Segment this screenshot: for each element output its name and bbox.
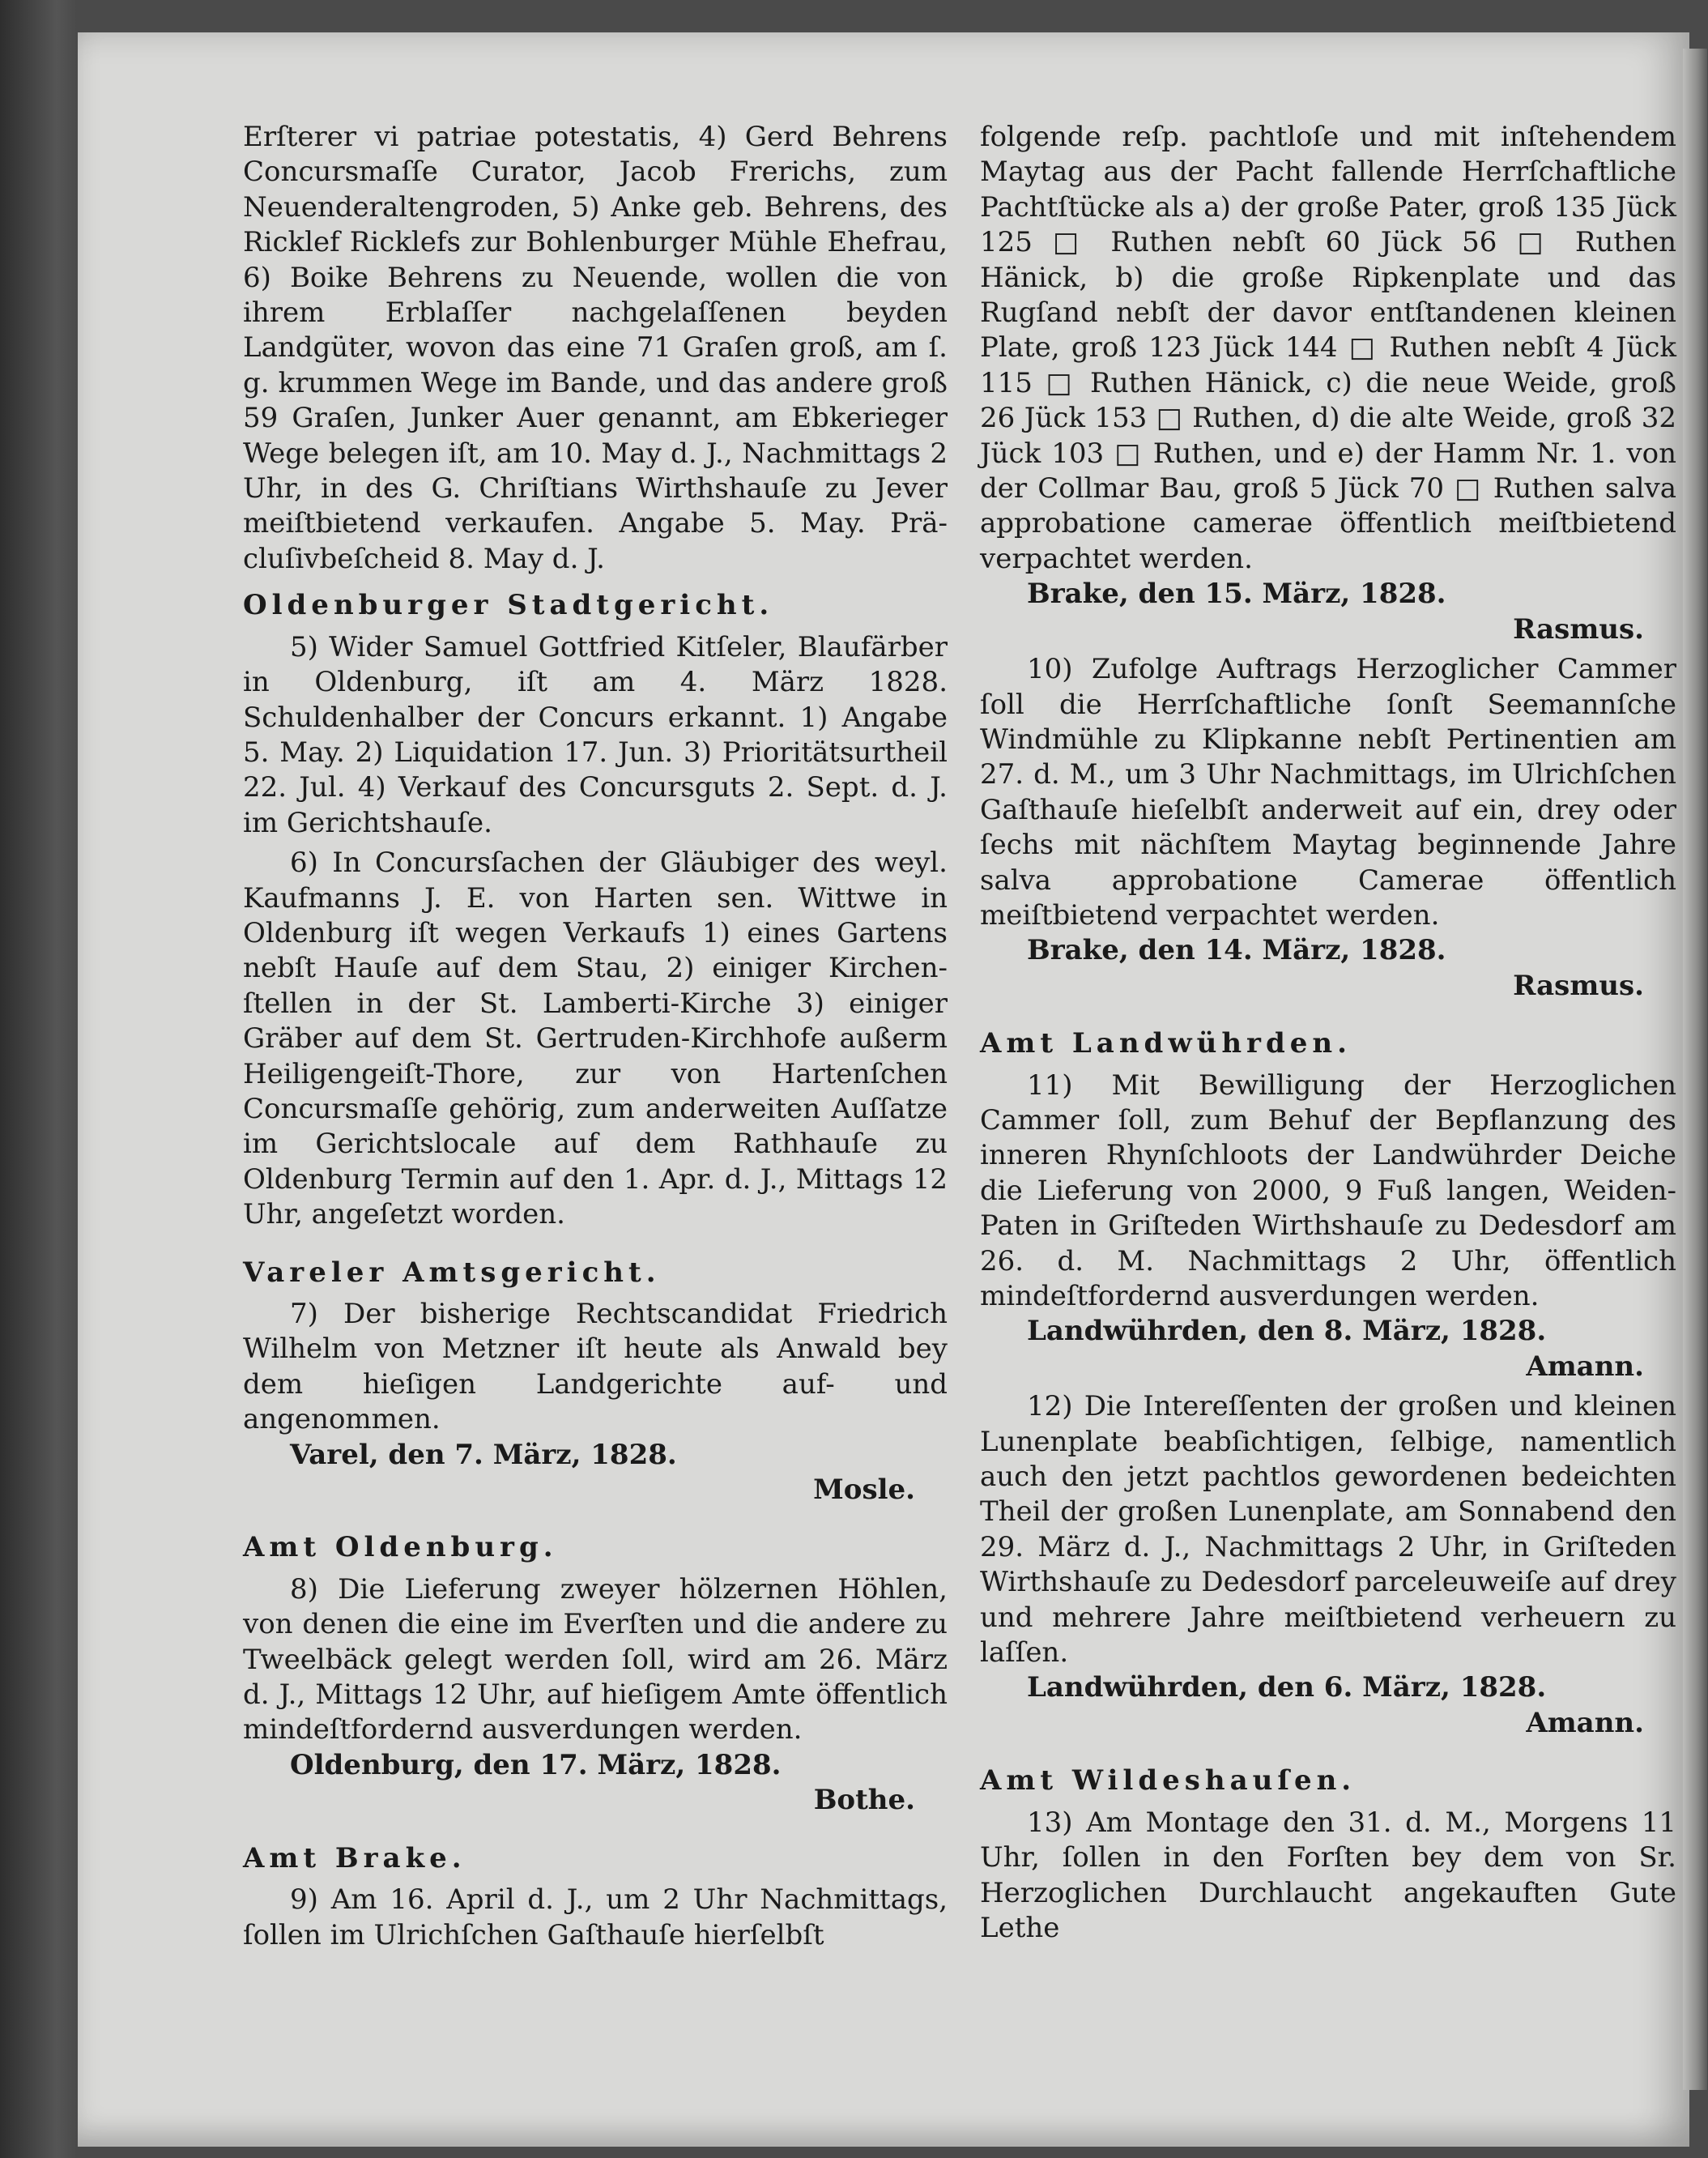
notice-6: 6) In Concursſachen der Gläubiger des weyl. Kaufmanns J. E. von Harten sen. Wittwe in Oldenburg iſt wegen Verkaufs 1) eines Gartens nebſt Hauſe auf dem Stau, 2) einiger Kirchenſtellen in der St. Lamberti-Kirche 3) einiger Gräber auf dem St. Gertruden-Kirchhofe außerm Heiligengeiſt-Thore, zur von Hartenſchen Concursmaſſe gehörig, zum anderweiten Auſſatze im Gerichtslocale auf dem Rathhauſe zu Oldenburg Termin auf den 1. Apr. d. J., Mittags 12 Uhr, angeſetzt worden. — [243, 847, 948, 1231]
section-heading-vareler-amtsgericht: Vareler Amtsgericht. — [243, 1256, 661, 1289]
signature: Amann. — [1526, 1350, 1644, 1383]
section-heading-amt-wildeshausen: Amt Wildeshauſen. — [980, 1764, 1357, 1798]
signature: Bothe. — [813, 1784, 915, 1817]
notice-10: 10) Zufolge Auftrags Herzoglicher Cammer ſoll die Herrſchaftliche ſonſt Seemannſche Windmühle zu Klipkanne nebſt Pertinentien am 27. d. M., um 3 Uhr Nachmittags, im Ulrichſchen Gaſthauſe hieſelbſt anderweit auf ein, drey oder ſechs mit nächſtem Maytag beginnende Jahre salva approbatione Camerae öffentlich meiſtbietend verpachtet werden. — [980, 653, 1676, 932]
notice-8: 8) Die Lieferung zweyer hölzernen Höhlen, von denen die eine im Everſten und die andere zu Tweelbäck gelegt werden ſoll, wird am 26. März d. J., Mittags 12 Uhr, auf hieſigem Amte öffentlich mindeſtfordernd ausverdungen werden. — [243, 1572, 948, 1746]
notice-7: 7) Der bisherige Rechtscandidat Friedrich Wilhelm von Metzner iſt heute als Anwald bey dem hieſigen Landgerichte auf- und angenommen. — [243, 1298, 948, 1436]
dateline: Landwührden, den 6. März, 1828. — [1027, 1671, 1547, 1704]
notice-11: 11) Mit Bewilligung der Herzoglichen Cammer ſoll, zum Behuf der Bepflanzung des inneren Rhynſchloots der Landwührder Deiche die Lieferung von 2000, 9 Fuß langen, Weiden-Paten in Griſteden Wirthshauſe zu Dedesdorf am 26. d. M. Nachmittags 2 Uhr, öffentlich mindeſtfordernd ausverdungen werden. — [980, 1068, 1676, 1312]
section-heading-amt-landwuehrden: Amt Landwührden. — [980, 1027, 1352, 1060]
notice-12: 12) Die Intereſſenten der großen und kleinen Lunenplate beabſichtigen, ſelbige, namentlich auch den jetzt pachtlos gewordenen bedeichten Theil der großen Lunenplate, am Sonnabend den 29. März d. J., Nachmittags 2 Uhr, in Griſteden Wirthshauſe zu Dedesdorf parceleuweiſe auf drey und mehrere Jahre meiſtbietend verheuern zu laſſen. — [980, 1390, 1676, 1670]
section-heading-oldenburger-stadtgericht: Oldenburger Stadtgericht. — [243, 589, 774, 622]
signature: Rasmus. — [1513, 612, 1644, 646]
continued-notice: Erſterer vi patriae potestatis, 4) Gerd Behrens Concursmaſſe Curator, Jacob Frerichs, zum Neuenderaltengroden, 5) Anke geb. Behrens, des Ricklef Ricklefs zur Bohlenburger Mühle Ehefrau, 6) Boike Behrens zu Neuende, wollen die von ihrem Erblaſſer nachgelaſſenen beyden Landgüter, wovon das eine 71 Graſen groß, am ſ. g. krummen Wege im Bande, und das andere groß 59 Graſen, Junker Auer genannt, am Ebkerieger Wege belegen iſt, am 10. May d. J., Nachmittags 2 Uhr, in des G. Chriſtians Wirthshauſe zu Jever meiſtbietend verkaufen. Angabe 5. May. Präcluſivbeſcheid 8. May d. J. — [243, 121, 948, 575]
section-heading-amt-oldenburg: Amt Oldenburg. — [243, 1531, 558, 1564]
right-column — [980, 120, 1676, 1946]
notice-13: 13) Am Montage den 31. d. M., Morgens 11 Uhr, ſollen in den Forſten bey dem von Sr. Herzoglichen Durchlaucht angekauften Gute Lethe — [980, 1806, 1676, 1944]
dateline: Oldenburg, den 17. März, 1828. — [290, 1748, 782, 1781]
notice-9: 9) Am 16. April d. J., um 2 Uhr Nachmittags, ſollen im Ulrichſchen Gaſthauſe hierſelbſt — [243, 1883, 948, 1951]
notice-5: 5) Wider Samuel Gottfried Kitſeler, Blaufärber in Oldenburg, iſt am 4. März 1828. Schuldenhalber der Concurs erkannt. 1) Angabe 5. May. 2) Liquidation 17. Jun. 3) Prioritätsurtheil 22. Jul. 4) Verkauf des Concursguts 2. Sept. d. J. im Gerichtshauſe. — [243, 630, 948, 839]
page-edge — [1683, 49, 1707, 2090]
dateline: Varel, den 7. März, 1828. — [290, 1438, 677, 1471]
section-heading-amt-brake: Amt Brake. — [243, 1841, 466, 1874]
left-column — [243, 120, 948, 1953]
signature: Mosle. — [813, 1473, 915, 1507]
dateline: Brake, den 15. März, 1828. — [1027, 578, 1446, 611]
signature: Amann. — [1526, 1706, 1644, 1739]
dateline: Brake, den 14. März, 1828. — [1027, 934, 1446, 967]
notice-9-continued: folgende reſp. pachtloſe und mit inſtehendem Maytag aus der Pacht fallende Herrſchaftliche Pachtſtücke als a) der große Pater, groß 135 Jück 125 □ Ruthen nebſt 60 Jück 56 □ Ruthen Hänick, b) die große Ripkenplate und das Rugſand nebſt der davor entſtandenen kleinen Plate, groß 123 Jück 144 □ Ruthen nebſt 4 Jück 115 □ Ruthen Hänick, c) die neue Weide, groß 26 Jück 153 □ Ruthen, d) die alte Weide, groß 32 Jück 103 □ Ruthen, und e) der Hamm Nr. 1. von der Collmar Bau, groß 5 Jück 70 □ Ruthen salva approbatione camerae öffentlich meiſtbietend verpachtet werden. — [980, 121, 1676, 575]
signature: Rasmus. — [1513, 969, 1644, 1002]
dateline: Landwührden, den 8. März, 1828. — [1027, 1315, 1547, 1348]
